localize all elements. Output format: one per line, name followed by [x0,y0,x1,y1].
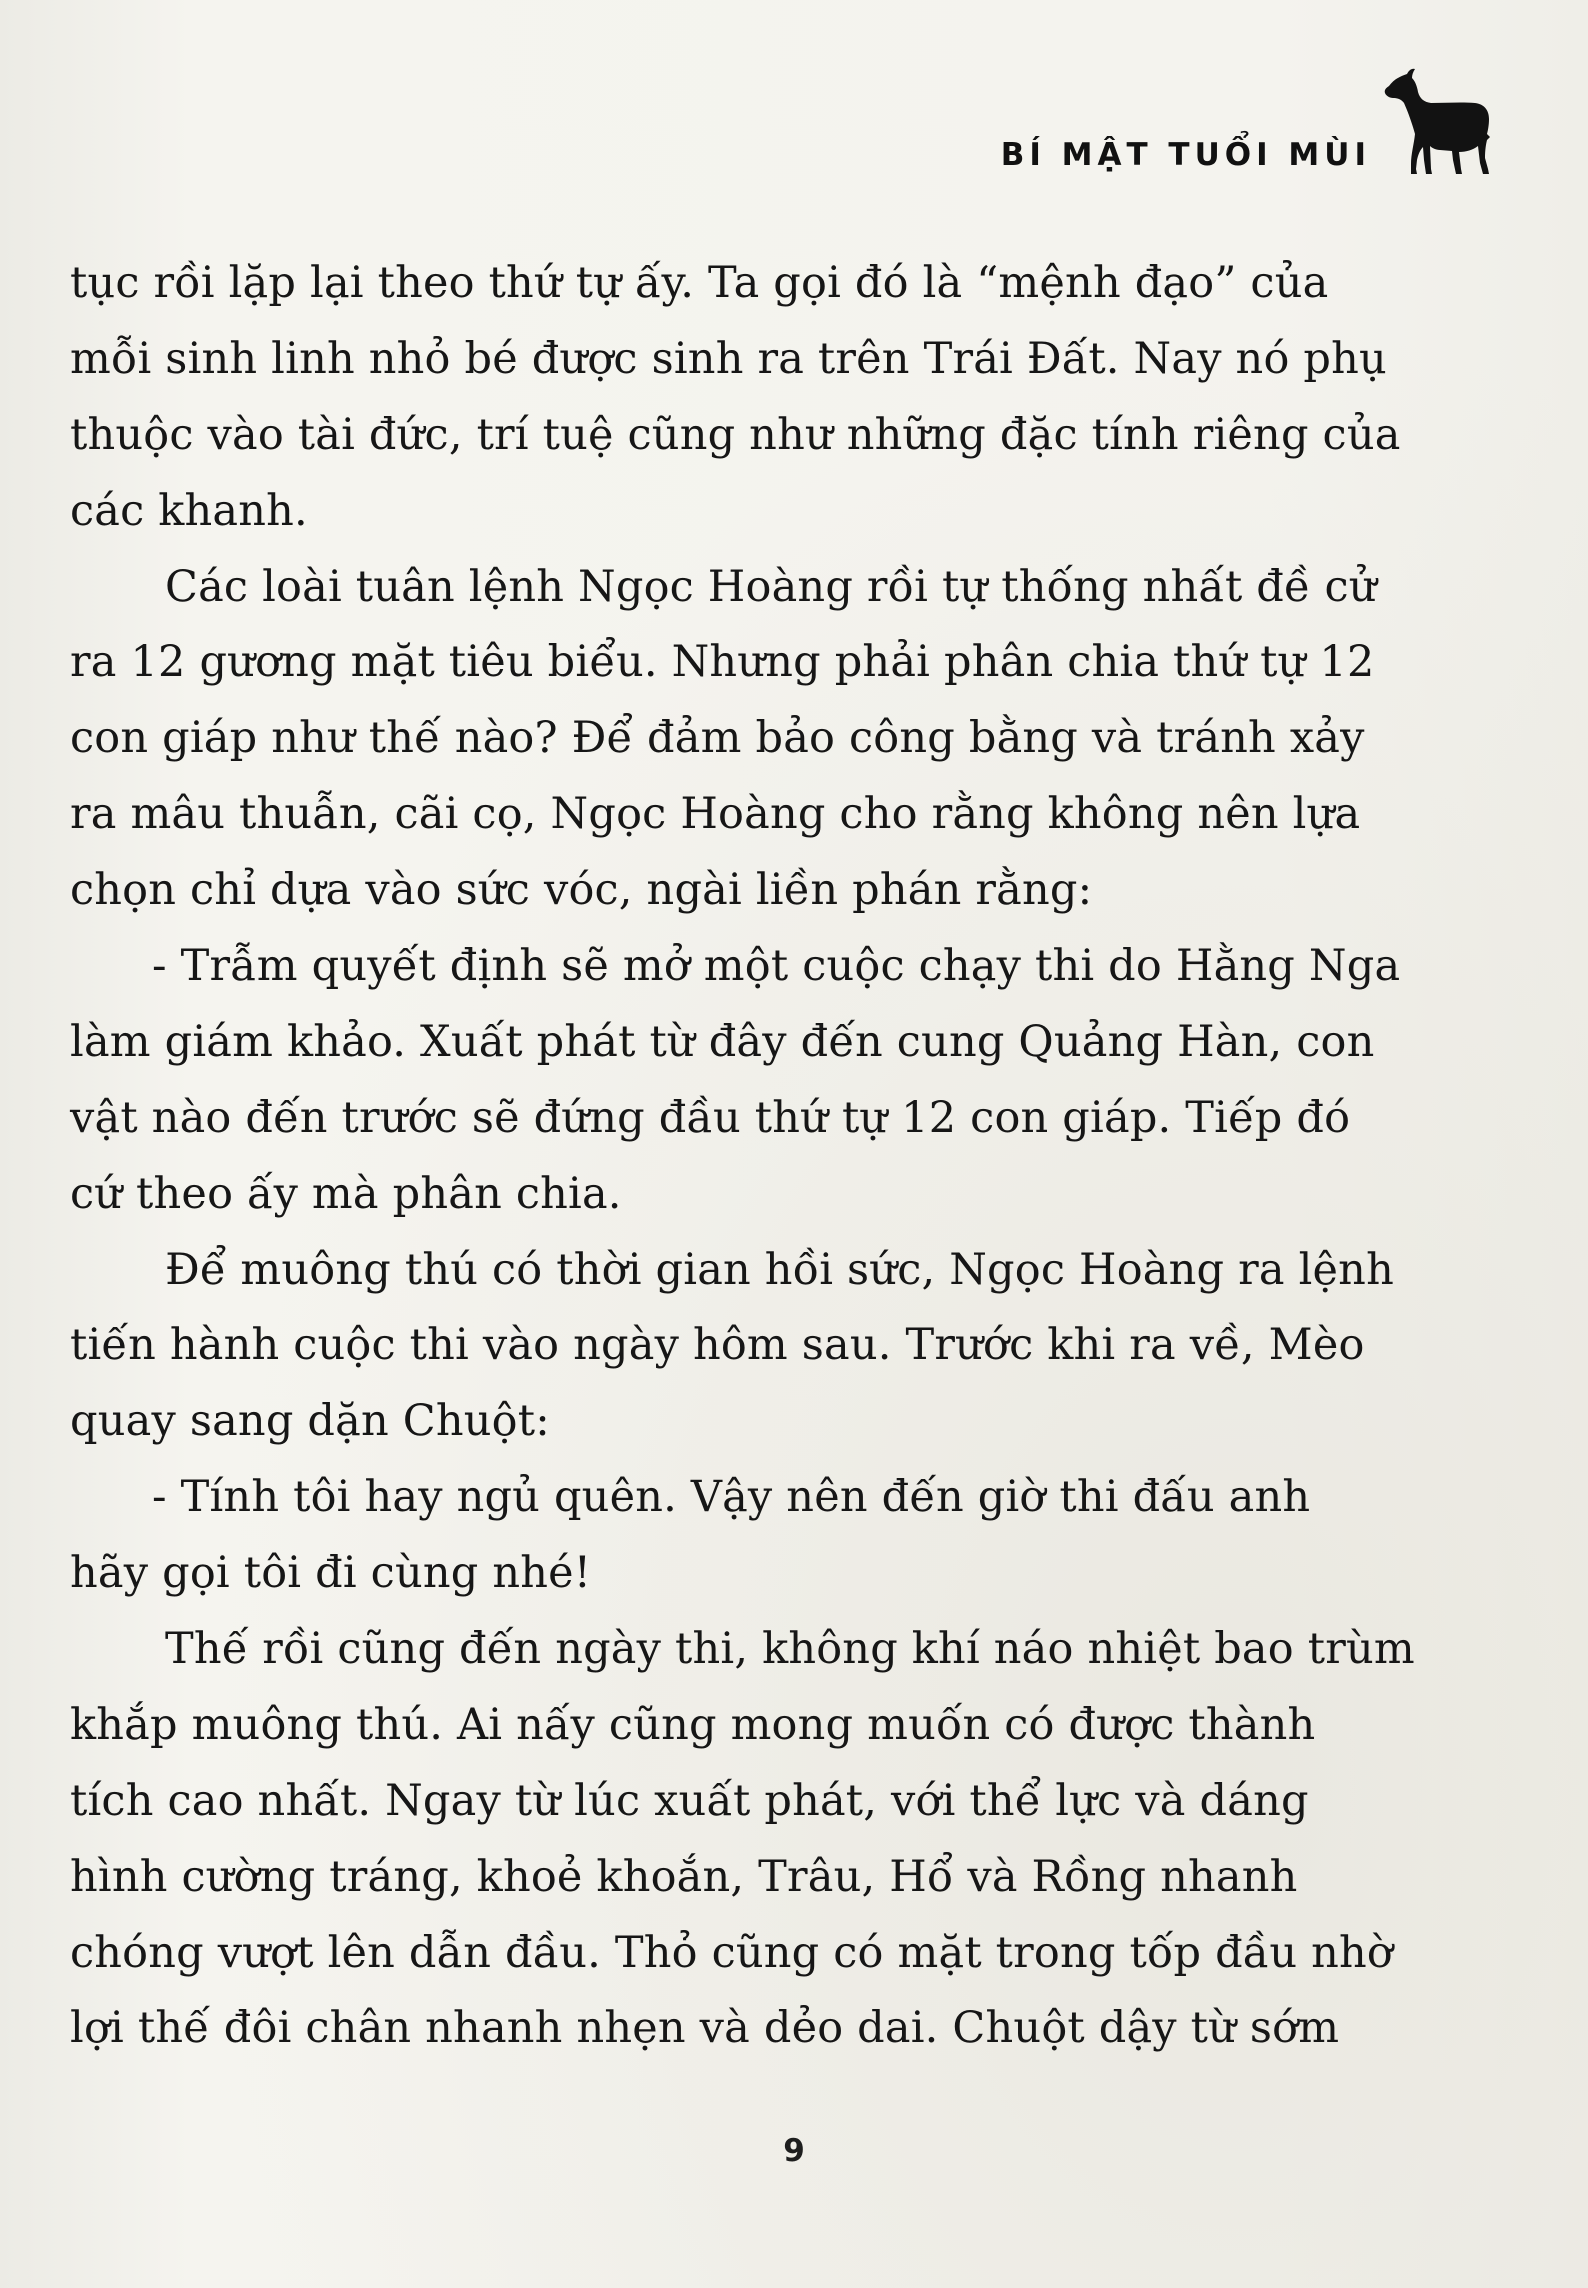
paragraph-line: tiến hành cuộc thi vào ngày hôm sau. Trước khi ra về, Mèo [70,1320,1365,1371]
paragraph-line: chóng vượt lên dẫn đầu. Thỏ cũng có mặt trong tốp đầu nhờ [70,1927,1393,1978]
paragraph-line: mỗi sinh linh nhỏ bé được sinh ra trên Trái Đất. Nay nó phụ [70,333,1387,384]
paragraph-line: ra mâu thuẫn, cãi cọ, Ngọc Hoàng cho rằng không nên lựa [70,789,1361,840]
paragraph-line: Các loài tuân lệnh Ngọc Hoàng rồi tự thống nhất đề cử [165,561,1377,612]
paragraph-line: ra 12 gương mặt tiêu biểu. Nhưng phải phân chia thứ tự 12 [70,637,1375,688]
dialogue-line: - Tính tôi hay ngủ quên. Vậy nên đến giờ thi đấu anh [152,1472,1311,1523]
page-number: 9 [783,2133,805,2169]
paragraph-line: vật nào đến trước sẽ đứng đầu thứ tự 12 con giáp. Tiếp đó [70,1092,1351,1143]
running-title: BÍ MẬT TUỔI MÙI [1000,137,1371,173]
paragraph-line: làm giám khảo. Xuất phát từ đây đến cung Quảng Hàn, con [70,1016,1375,1067]
paragraph-line: tích cao nhất. Ngay từ lúc xuất phát, với thể lực và dáng [70,1775,1309,1826]
paragraph-line: cứ theo ấy mà phân chia. [70,1168,622,1219]
paragraph-line: Thế rồi cũng đến ngày thi, không khí náo nhiệt bao trùm [165,1624,1415,1675]
paragraph-line: hãy gọi tôi đi cùng nhé! [70,1548,592,1599]
paragraph-line: khắp muông thú. Ai nấy cũng mong muốn có được thành [70,1699,1316,1750]
paragraph-line: tục rồi lặp lại theo thứ tự ấy. Ta gọi đó là “mệnh đạo” của [70,258,1329,308]
dialogue-line: - Trẫm quyết định sẽ mở một cuộc chạy thi do Hằng Nga [152,941,1401,992]
paragraph-line: thuộc vào tài đức, trí tuệ cũng như những đặc tính riêng của [70,409,1401,460]
running-header [1001,66,1493,176]
paragraph-line: lợi thế đôi chân nhanh nhẹn và dẻo dai. Chuột dậy từ sớm [70,2003,1340,2054]
paragraph-line: Để muông thú có thời gian hồi sức, Ngọc Hoàng ra lệnh [165,1244,1394,1295]
paragraph-line: quay sang dặn Chuột: [70,1396,550,1447]
paragraph-line: con giáp như thế nào? Để đảm bảo công bằng và tránh xảy [70,713,1365,764]
paragraph-line: hình cường tráng, khoẻ khoắn, Trâu, Hổ và Rồng nhanh [70,1851,1298,1902]
paragraph-line: các khanh. [70,485,308,536]
body-text [70,246,1415,2067]
paragraph-line: chọn chỉ dựa vào sức vóc, ngài liền phán rằng: [70,865,1093,916]
goat-icon [1381,68,1493,176]
